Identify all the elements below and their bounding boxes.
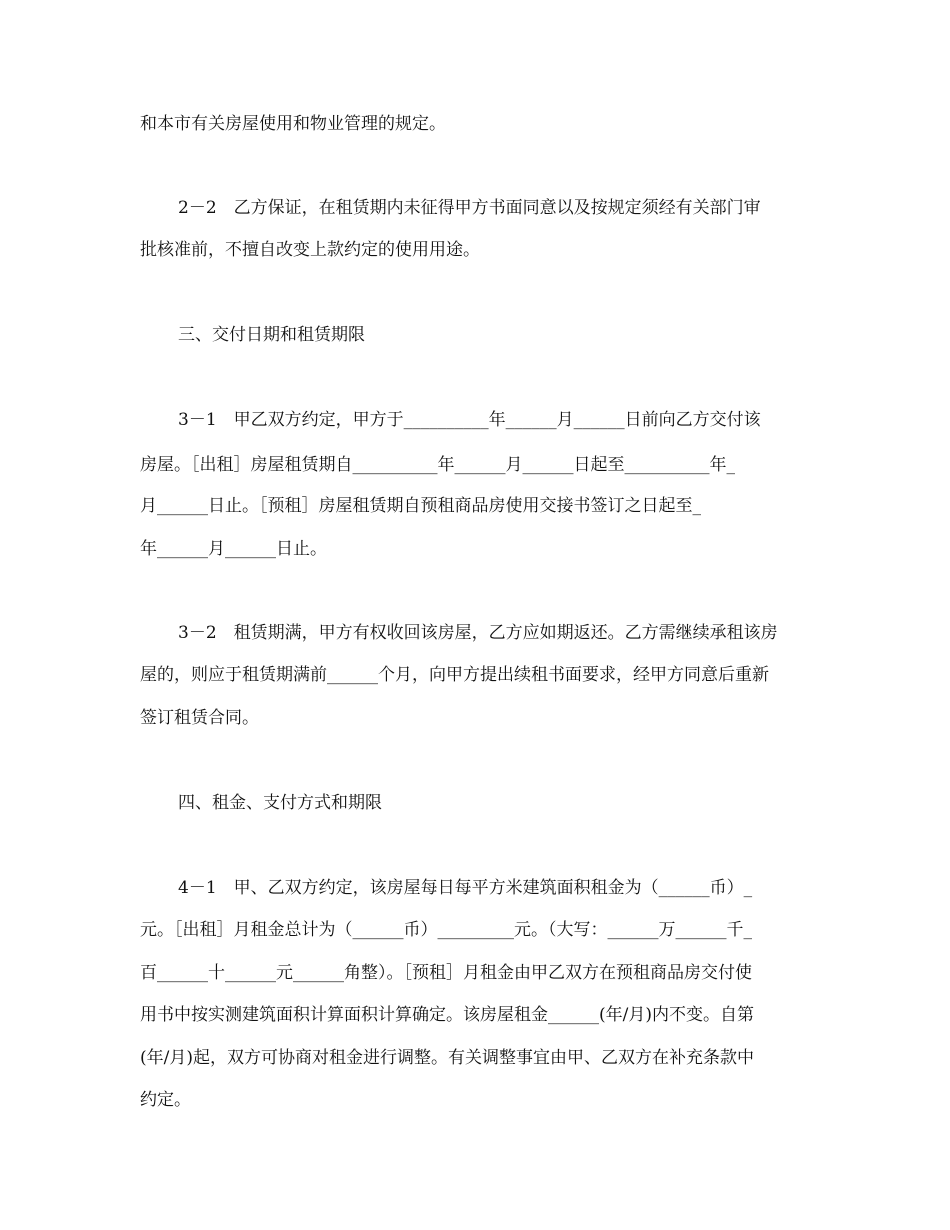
section-heading: 三、交付日期和租赁期限 — [178, 325, 365, 345]
paragraph-line: 屋的，则应于租赁期满前______个月，向甲方提出续租书面要求，经甲方同意后重新 — [140, 665, 769, 685]
section-heading: 四、租金、支付方式和期限 — [178, 793, 382, 813]
paragraph-line: 和本市有关房屋使用和物业管理的规定。 — [140, 114, 446, 134]
paragraph-line: 百______十______元______角整）。［预租］月租金由甲乙双方在预租商品房交付使 — [140, 963, 752, 983]
paragraph-line: 签订租赁合同。 — [140, 708, 259, 728]
paragraph-line: 批核准前，不擅自改变上款约定的使用用途。 — [140, 240, 480, 260]
clause-3-1-line: 3－1 甲乙双方约定，甲方于__________年______月______日前向乙方交付该 — [178, 410, 761, 430]
paragraph-line: 元。［出租］月租金总计为（______币）_________元。（大写：______万______千_ — [140, 920, 752, 940]
paragraph-line: 房屋。［出租］房屋租赁期自__________年______月______日起至__________年_ — [140, 455, 735, 475]
paragraph-line: (年/月)起，双方可协商对租金进行调整。有关调整事宜由甲、乙双方在补充条款中 — [140, 1048, 754, 1068]
clause-4-1-line: 4－1 甲、乙双方约定，该房屋每日每平方米建筑面积租金为（______币）_ — [178, 878, 753, 898]
clause-2-2-line: 2－2 乙方保证，在租赁期内未征得甲方书面同意以及按规定须经有关部门审 — [178, 198, 761, 218]
paragraph-line: 年______月______日止。 — [140, 539, 327, 559]
paragraph-line: 约定。 — [140, 1090, 191, 1110]
paragraph-line: 月______日止。［预租］房屋租赁期自预租商品房使用交接书签订之日起至_ — [140, 496, 701, 516]
clause-3-2-line: 3－2 租赁期满，甲方有权收回该房屋，乙方应如期返还。乙方需继续承租该房 — [178, 623, 778, 643]
paragraph-line: 用书中按实测建筑面积计算面积计算确定。该房屋租金______(年/月)内不变。自第 — [140, 1005, 754, 1025]
